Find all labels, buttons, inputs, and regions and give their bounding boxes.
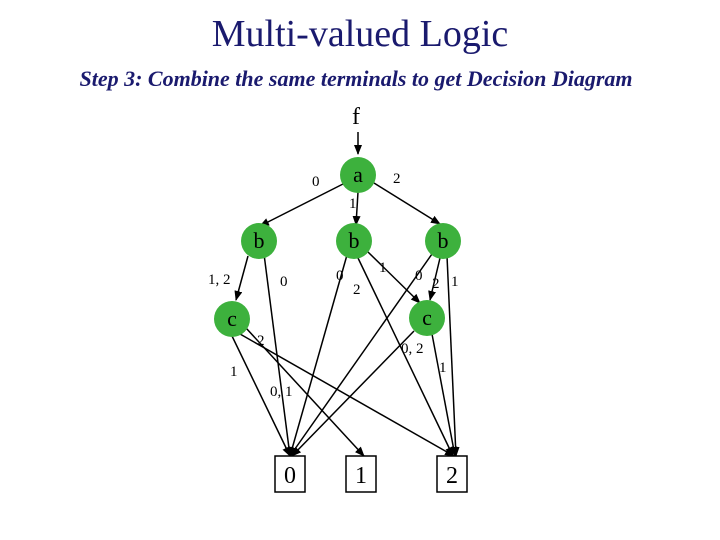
node-c-left [214,301,250,337]
node-b-left-label: b [253,228,265,253]
slide-subtitle: Step 3: Combine the same terminals to get Decision Diagram [79,66,633,91]
edge-label-b-mid-1: 1 [379,260,387,276]
edge-label-b-right-2: 2 [432,276,440,292]
slide-title: Multi-valued Logic [211,13,509,55]
edge-a-to-b-right [374,183,440,224]
node-c-right [409,300,445,336]
edge-label-b-left-12: 1, 2 [208,272,231,288]
edge-a-to-b-left [260,184,343,226]
edge-label-a-0: 0 [312,174,320,190]
node-b-right [425,223,461,259]
edge-label-b-left-0: 0 [280,274,288,290]
terminal-1 [346,456,376,492]
terminal-1-label: 1 [355,463,367,489]
terminal-0 [275,456,305,492]
edges-from-c-right [292,331,455,456]
edges-from-b-mid [290,252,453,456]
edge-label-b-right-1: 1 [451,274,459,290]
edge-label-c-right-02: 0, 2 [401,341,424,357]
node-b-right-label: b [437,228,449,253]
terminal-2 [437,456,467,492]
edge-label-a-1: 1 [349,196,357,212]
edge-label-b-mid-0: 0 [336,268,344,284]
edge-c-right-to-0 [292,331,414,456]
edge-label-c-left-2: 2 [257,333,265,349]
node-c-right-label: c [422,305,432,330]
terminal-2-label: 2 [446,463,458,489]
node-c-left-label: c [227,306,237,331]
edge-b-mid-to-0 [290,255,347,456]
node-a-label: a [353,162,363,187]
terminal-0-label: 0 [284,463,296,489]
edge-label-c-left-01: 0, 1 [270,384,293,400]
function-label: f [352,104,360,130]
edge-label-b-right-0: 0 [415,268,423,284]
edge-label-a-2: 2 [393,171,401,187]
node-a [340,157,376,193]
node-b-mid-label: b [348,228,360,253]
node-b-left [241,223,277,259]
edge-label-c-right-1: 1 [439,360,447,376]
edge-label-b-mid-2: 2 [353,282,361,298]
edge-b-left-to-c-left [236,256,248,300]
node-b-mid [336,223,372,259]
edge-label-c-left-1: 1 [230,364,238,380]
